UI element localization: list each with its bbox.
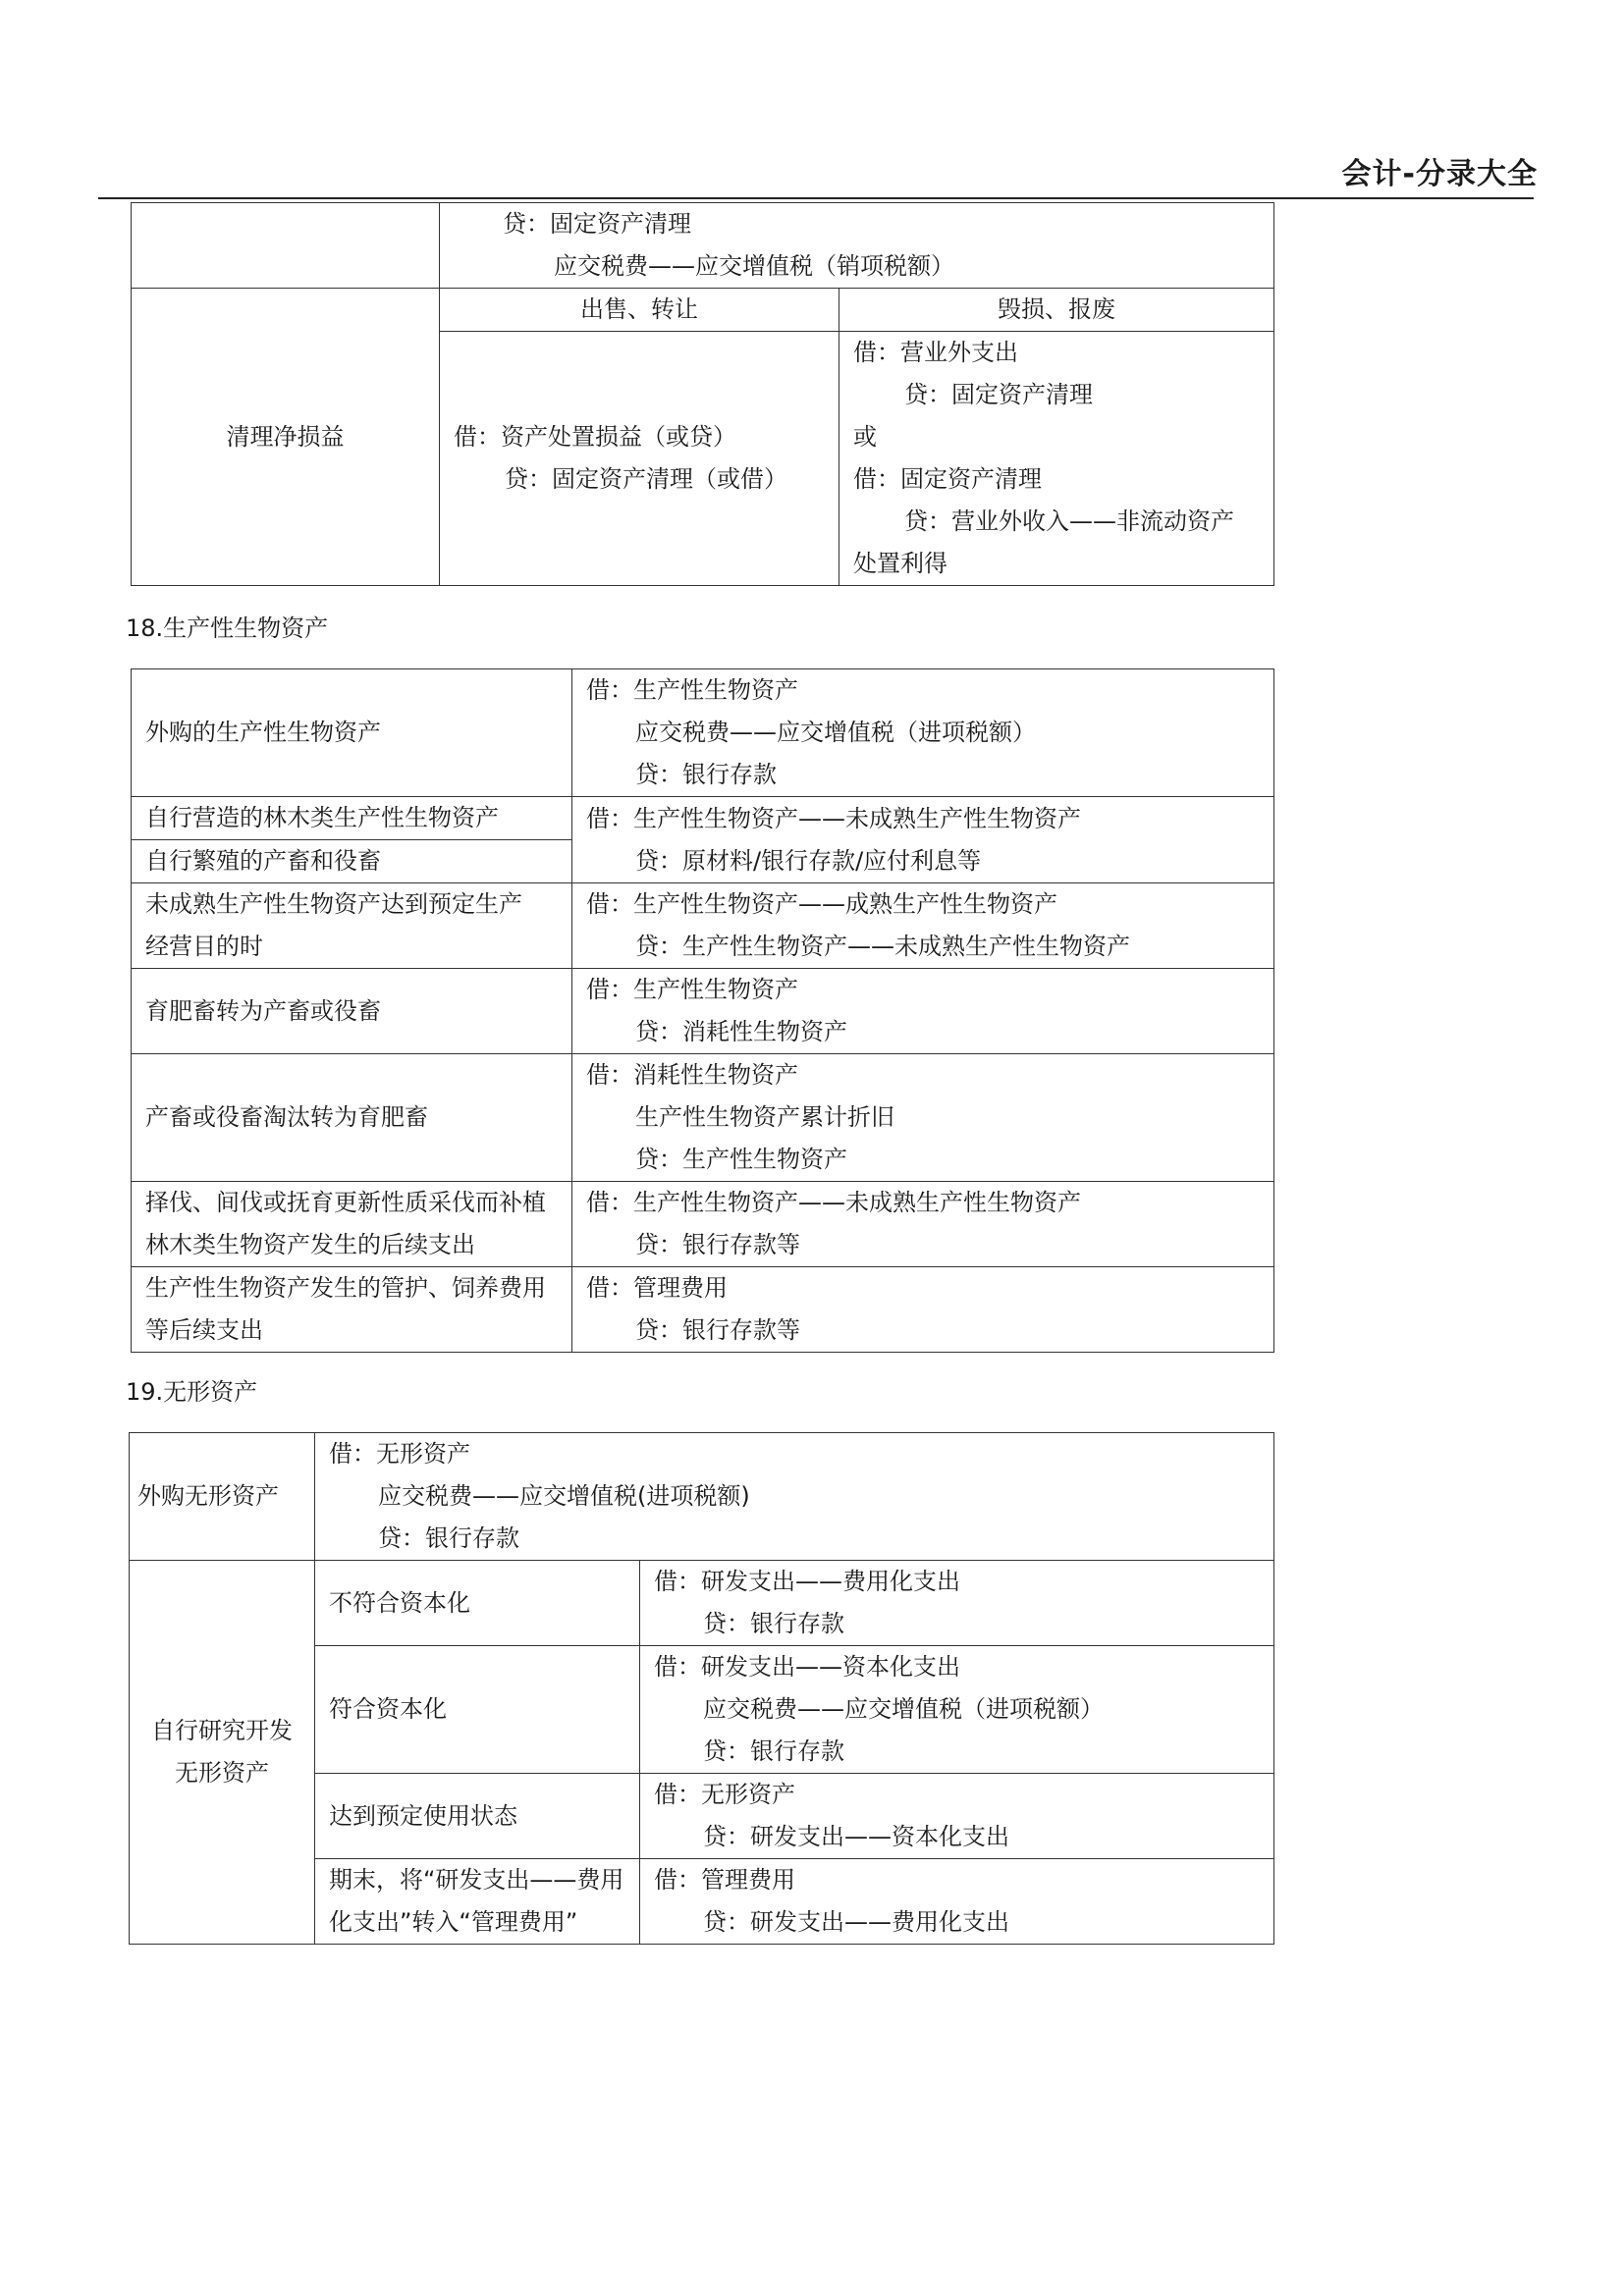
entry-line: 贷：银行存款等: [635, 1231, 800, 1258]
entry-cell: [640, 1774, 1274, 1859]
entry-line: 借：资产处置损益（或贷）: [454, 423, 736, 451]
column-header-scrap: 毁损、报废: [839, 289, 1274, 332]
case-cell: 期末，将“研发支出——费用 化支出”转入“管理费用”: [315, 1859, 640, 1945]
entry-line: 应交税费——应交增值税（进项税额）: [635, 719, 1036, 746]
entry-line: 借：生产性生物资产——未成熟生产性生物资产: [586, 804, 1081, 832]
entry-cell: [315, 1433, 1274, 1561]
entry-line: 生产性生物资产累计折旧: [635, 1103, 894, 1131]
row-label: 择伐、间伐或抚育更新性质采伐而补植 林木类生物资产发生的后续支出: [132, 1182, 572, 1267]
table-row: [132, 1054, 1274, 1182]
biological-assets-table: [131, 668, 1274, 1353]
table-row: [130, 1561, 1274, 1646]
entry-cell: [572, 969, 1274, 1054]
row-label: 自行研究开发 无形资产: [130, 1561, 315, 1945]
entry-line: 贷：固定资产清理: [503, 210, 691, 238]
table-row: [130, 1433, 1274, 1561]
entry-cell: [572, 883, 1274, 969]
entry-line: 借：生产性生物资产: [586, 676, 798, 704]
row-label: 外购无形资产: [130, 1433, 315, 1561]
entry-cell: [640, 1561, 1274, 1646]
row-label: 未成熟生产性生物资产达到预定生产 经营目的时: [132, 883, 572, 969]
header-divider: [98, 197, 1534, 199]
entry-line: 借：生产性生物资产——未成熟生产性生物资产: [586, 1189, 1081, 1216]
entry-line: 应交税费——应交增值税（销项税额）: [554, 252, 954, 280]
entry-cell: [572, 669, 1274, 797]
row-label: 产畜或役畜淘汰转为育肥畜: [132, 1054, 572, 1182]
entry-line: 或: [853, 423, 877, 451]
column-header-sale: 出售、转让: [440, 289, 839, 332]
entry-line: 借：研发支出——费用化支出: [654, 1568, 960, 1595]
entry-line: 借：研发支出——资本化支出: [654, 1653, 960, 1681]
row-label: 育肥畜转为产畜或役畜: [132, 969, 572, 1054]
entry-cell: [572, 1267, 1274, 1353]
row-label: 自行营造的林木类生产性生物资产: [132, 797, 572, 840]
entry-line: 贷：银行存款: [635, 761, 777, 788]
entry-cell: [572, 1054, 1274, 1182]
entry-line: 贷：生产性生物资产: [635, 1146, 847, 1173]
case-cell: 符合资本化: [315, 1646, 640, 1774]
entry-line: 借：管理费用: [654, 1866, 795, 1894]
fixed-asset-disposal-table: [131, 202, 1274, 586]
intangible-assets-table: [129, 1432, 1274, 1945]
row-label: 清理净损益: [132, 289, 440, 586]
entry-line: 借：营业外支出: [853, 339, 1018, 366]
row-label: 自行繁殖的产畜和役畜: [132, 840, 572, 883]
case-cell: 达到预定使用状态: [315, 1774, 640, 1859]
entry-line: 借：生产性生物资产: [586, 976, 798, 1003]
entry-line: 贷：银行存款: [703, 1737, 844, 1765]
entry-cell: [572, 1182, 1274, 1267]
section-title-18: 18.生产性生物资产: [126, 614, 329, 642]
sale-entry-cell: [440, 332, 839, 586]
case-cell: 不符合资本化: [315, 1561, 640, 1646]
entry-line: 贷：生产性生物资产——未成熟生产性生物资产: [635, 933, 1130, 960]
entry-line: 贷：固定资产清理（或借）: [505, 465, 787, 493]
entry-line: 贷：原材料/银行存款/应付利息等: [635, 846, 982, 875]
entry-line: 贷：银行存款: [703, 1610, 844, 1637]
table-row: [132, 969, 1274, 1054]
entry-cell: [440, 203, 1274, 289]
table-row: [132, 797, 1274, 840]
row-label: 生产性生物资产发生的管护、饲养费用 等后续支出: [132, 1267, 572, 1353]
scrap-entry-cell: [839, 332, 1274, 586]
table-row: [132, 883, 1274, 969]
page-header-title: 会计-分录大全: [1341, 157, 1538, 191]
entry-line: 贷：营业外收入——非流动资产: [904, 507, 1234, 535]
entry-cell: [572, 797, 1274, 883]
entry-line: 贷：消耗性生物资产: [635, 1018, 847, 1045]
entry-line: 应交税费——应交增值税（进项税额）: [703, 1695, 1104, 1723]
row-label: 外购的生产性生物资产: [132, 669, 572, 797]
entry-line: 借：无形资产: [329, 1440, 470, 1468]
entry-line: 贷：研发支出——费用化支出: [703, 1908, 1009, 1936]
section-title-19: 19.无形资产: [126, 1378, 258, 1406]
entry-cell: [640, 1646, 1274, 1774]
entry-line: 借：消耗性生物资产: [586, 1061, 798, 1089]
entry-line: 借：生产性生物资产——成熟生产性生物资产: [586, 890, 1057, 918]
table-row: [132, 1182, 1274, 1267]
table-row: [132, 203, 1274, 289]
entry-line: 贷：银行存款等: [635, 1316, 800, 1344]
entry-line: 借：管理费用: [586, 1274, 728, 1302]
entry-line: 处置利得: [853, 550, 947, 577]
entry-line: 借：固定资产清理: [853, 465, 1042, 493]
empty-label-cell: [132, 203, 440, 289]
entry-line: 借：无形资产: [654, 1781, 795, 1808]
table-row: [132, 289, 1274, 332]
entry-line: 应交税费——应交增值税(进项税额): [378, 1482, 750, 1510]
entry-cell: [640, 1859, 1274, 1945]
table-row: [132, 669, 1274, 797]
entry-line: 贷：研发支出——资本化支出: [703, 1823, 1009, 1850]
entry-line: 贷：银行存款: [378, 1524, 519, 1552]
table-row: [132, 1267, 1274, 1353]
entry-line: 贷：固定资产清理: [904, 381, 1093, 408]
